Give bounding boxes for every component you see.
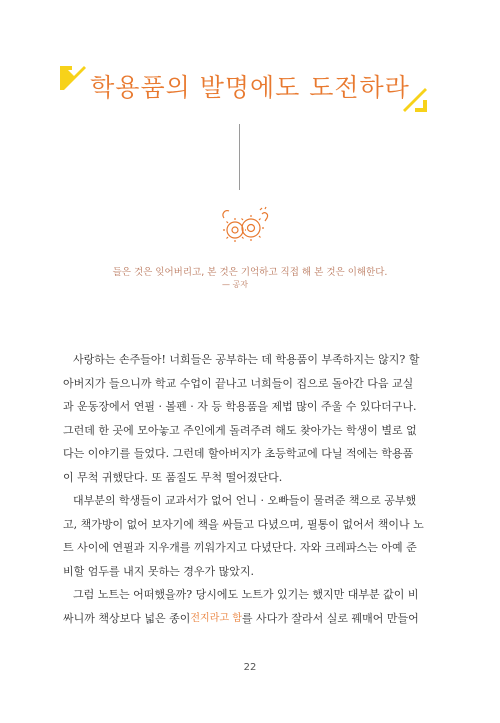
text-line: 비할 엄두를 내지 못하는 경우가 많았지. [63,564,254,578]
vertical-divider [239,124,240,190]
epigraph-quote [0,264,500,278]
text-line: 사랑하는 손주들아! 너희들은 공부하는 데 학용품이 부족하지는 않지? 할 [73,353,420,366]
page-number: 22 [243,662,257,673]
text-line: 트 사이에 연필과 지우개를 끼워가지고 다녔단다. 자와 크레파스는 아예 준 [63,541,417,554]
text-line: 그런데 한 곳에 모아놓고 주인에게 돌려주려 해도 찾아가는 학생이 별로 없 [63,423,417,437]
text-line-with-highlight [63,607,435,631]
text-segment: 싸니까 책상보다 넓은 종이 [63,611,191,625]
text-line: 이 무척 귀했단다. 또 품질도 무척 떨어졌단다. [63,470,283,484]
text-segment: 를 사다가 잘라서 실로 꿰매어 만들어 [241,611,419,625]
text-line: 고, 책가방이 없어 보자기에 책을 싸들고 다녔으며, 필통이 없어서 책이나 노 [63,517,424,531]
text-line: 다는 이야기를 들었다. 그런데 할아버지가 초등학교에 다닐 적에는 학용품 [63,447,414,460]
text-line: 아버지가 들으니까 학교 수업이 끝나고 너희들이 집으로 돌아간 다음 교실 [63,376,414,390]
text-line: 그럼 노트는 어떠했을까? 당시에도 노트가 있기는 했지만 대부분 값이 비 [73,588,419,601]
gears-lightbulb-icon [218,206,270,246]
highlighted-note: 전지라고 함 [190,612,242,624]
page-title-text: 학용품의 발명에도 도전하라 [90,73,410,102]
text-line: 과 운동장에서 연필 · 볼펜 · 자 등 학용품을 제법 많이 주울 수 있다더구나. [63,400,417,413]
epigraph-quote-text: 들은 것은 잊어버리고, 본 것은 기억하고 직접 해 본 것은 이해한다. [112,267,388,278]
body-text [63,348,435,630]
page-title [0,68,500,104]
text-line: 대부분의 학생들이 교과서가 없어 언니 · 오빠들이 물려준 책으로 공부했 [73,494,417,507]
epigraph-author-text: — 공자 [222,280,248,289]
epigraph-author [222,279,248,290]
